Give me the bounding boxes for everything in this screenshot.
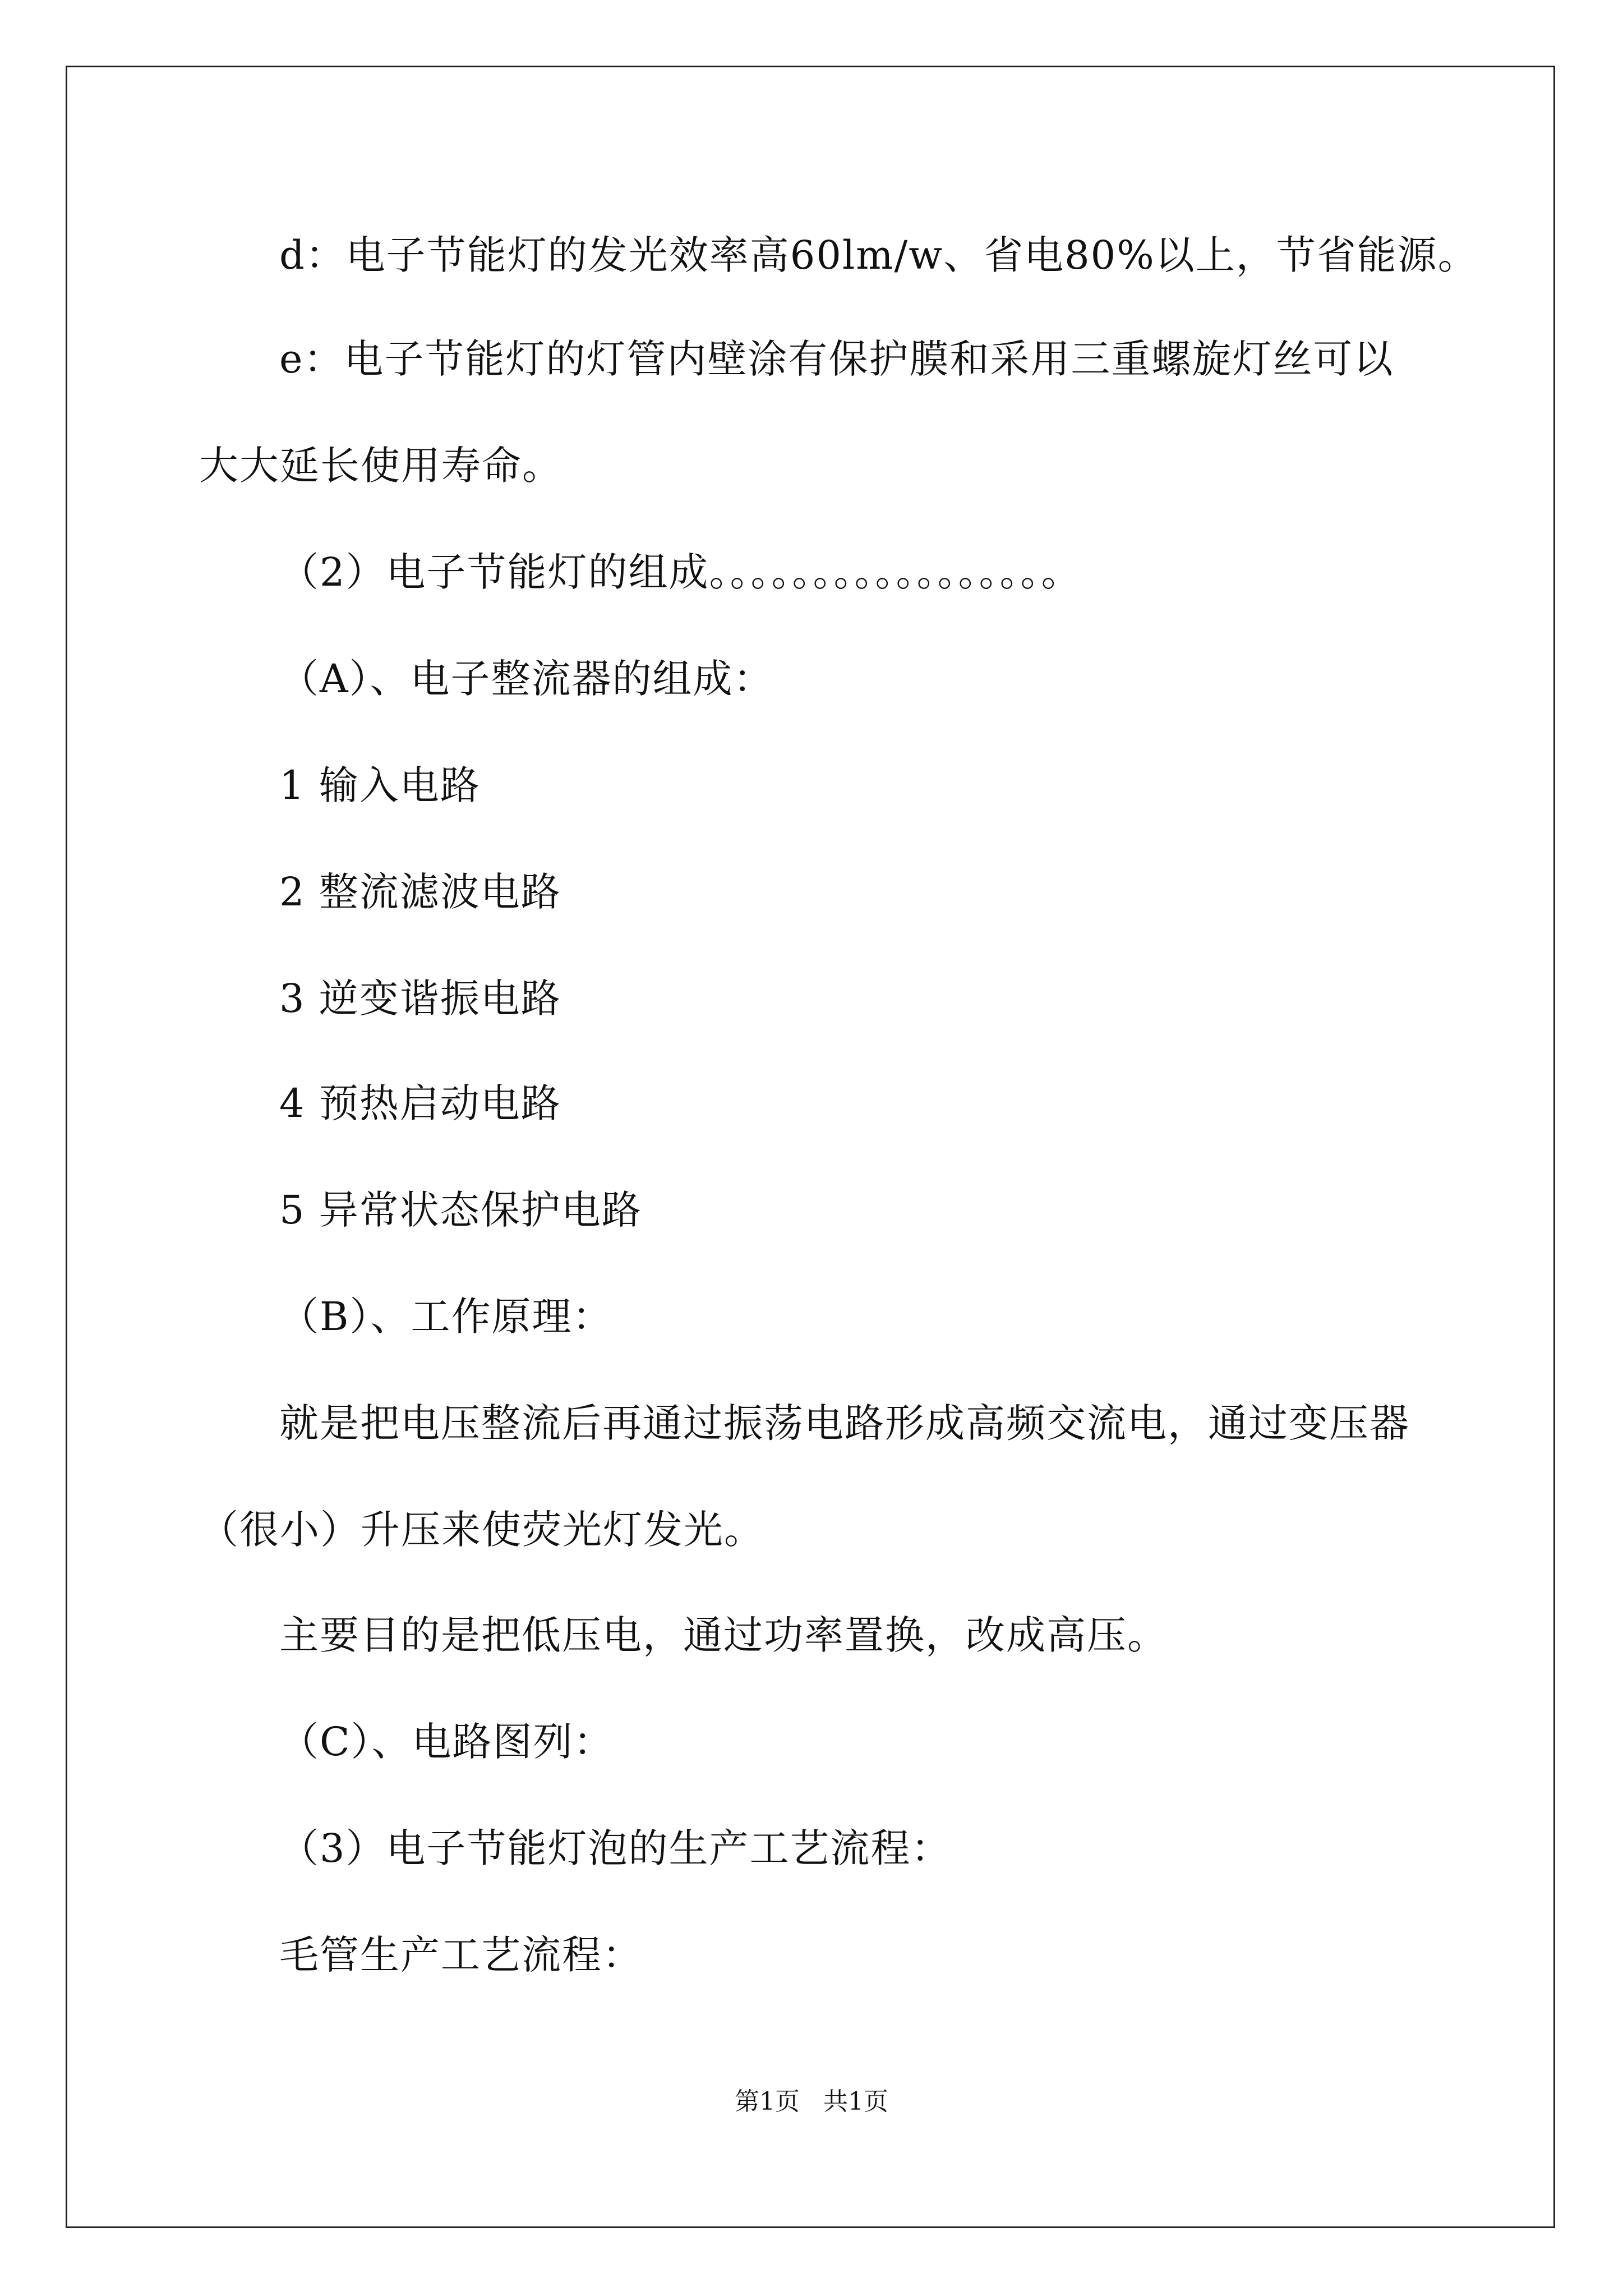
paragraph-principle-continued: （很小）升压来使荧光灯发光。 <box>199 1507 764 1553</box>
section-heading-composition: （2）电子节能灯的组成。。。。。。。。。。。。。。。。。 <box>279 549 1082 595</box>
subheading-working-principle: （B）、工作原理： <box>279 1294 613 1340</box>
list-item: 2 整流滤波电路 <box>279 869 561 915</box>
paragraph-efficiency: d：电子节能灯的发光效率高60lm/w、省电80%以上，节省能源。 <box>279 232 1478 278</box>
section-heading-production-process: （3）电子节能灯泡的生产工艺流程： <box>279 1825 952 1871</box>
list-item: 5 异常状态保护电路 <box>279 1187 642 1233</box>
subheading-circuit-diagram: （C）、电路图列： <box>279 1719 614 1765</box>
list-item: 1 输入电路 <box>279 762 481 808</box>
list-item: 4 预热启动电路 <box>279 1080 561 1126</box>
paragraph-principle: 就是把电压整流后再通过振荡电路形成高频交流电，通过变压器 <box>279 1400 1410 1446</box>
subheading-ballast-composition: （A）、电子整流器的组成： <box>279 656 774 702</box>
paragraph-lifespan: 大大延长使用寿命。 <box>199 443 562 489</box>
page-border <box>66 66 1555 2228</box>
paragraph-main-purpose: 主要目的是把低压电，通过功率置换，改成高压。 <box>279 1612 1168 1658</box>
list-item: 3 逆变谐振电路 <box>279 976 561 1022</box>
paragraph-protective-film: e：电子节能灯的灯管内壁涂有保护膜和采用三重螺旋灯丝可以 <box>279 336 1394 382</box>
subheading-tube-process: 毛管生产工艺流程： <box>279 1932 643 1978</box>
page-footer: 第1页 共1页 <box>735 2087 888 2116</box>
